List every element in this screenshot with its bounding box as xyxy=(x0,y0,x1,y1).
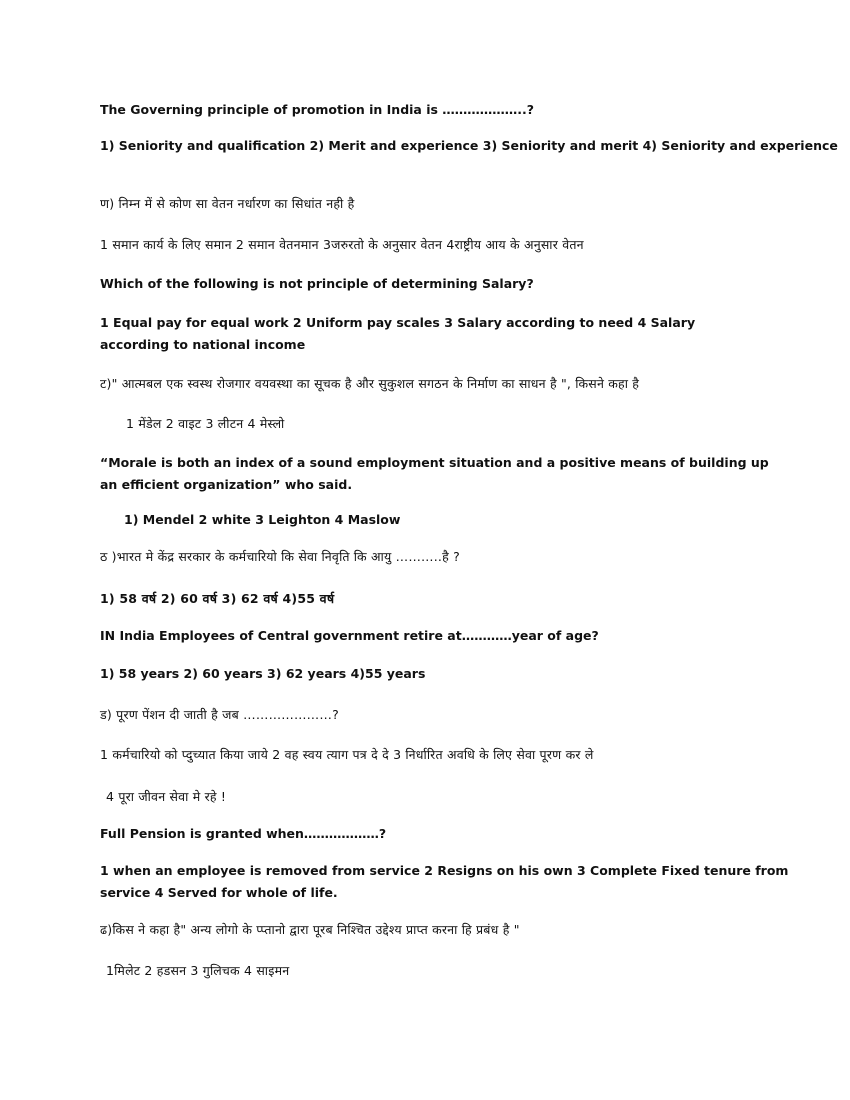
q3-options-hi: 1 मेंडेल 2 वाइट 3 लीटन 4 मेस्लो xyxy=(126,416,285,431)
q3-question-hi: ट)" आत्मबल एक स्वस्थ रोजगार वयवस्था का सूचक है और सुकुशल सगठन के निर्माण का साधन है ", किसने कहा है xyxy=(100,376,640,391)
q6-question-hi: ढ)किस ने कहा है" अन्य लोगो के प्प्तानो द्वारा पूरब निश्चित उद्देश्य प्राप्त करना हि प्रबंध है " xyxy=(100,922,520,937)
q1-question-en: The Governing principle of promotion in India is ………………..? xyxy=(100,102,535,117)
q5-options-hi: 1 कर्मचारियो को प्दुच्यात किया जाये 2 वह स्वय त्याग पत्र दे दे 3 निर्धारित अवधि के लिए सेवा पूरण कर ले xyxy=(100,747,594,762)
q6-options-hi: 1मिलेट 2 हडसन 3 गुलिचक 4 साइमन xyxy=(106,963,290,978)
q4-question-en: IN India Employees of Central government retire at…………year of age? xyxy=(100,628,599,643)
q5-options-en: 1 when an employee is removed from service 2 Resigns on his own 3 Complete Fixed tenure from service 4 Served for whole of life. xyxy=(100,863,789,900)
q3-options-en: 1) Mendel 2 white 3 Leighton 4 Maslow xyxy=(124,512,401,527)
q1-options-en: 1) Seniority and qualification 2) Merit and experience 3) Seniority and merit 4) Seniority and experience xyxy=(100,138,838,153)
q2-question-hi: ण) निम्न में से कोण सा वेतन नर्धारण का सिधांत नही है xyxy=(100,196,355,211)
q5-question-hi: ड) पूरण पेंशन दी जाती है जब …………………? xyxy=(100,707,339,722)
q5-question-en: Full Pension is granted when………………? xyxy=(100,826,387,841)
q4-question-hi: ठ )भारत मे केंद्र सरकार के कर्मचारियो कि सेवा निवृति कि आयु ………..है ? xyxy=(100,549,460,564)
q4-options-hi: 1) 58 वर्ष 2) 60 वर्ष 3) 62 वर्ष 4)55 वर्ष xyxy=(100,591,335,606)
q5-options-hi-cont: 4 पूरा जीवन सेवा मे रहे ! xyxy=(106,789,227,804)
q2-question-en: Which of the following is not principle of determining Salary? xyxy=(100,276,534,291)
q2-options-en: 1 Equal pay for equal work 2 Uniform pay scales 3 Salary according to need 4 Salary according to national income xyxy=(100,315,696,352)
q3-question-en: “Morale is both an index of a sound employment situation and a positive means of building up an efficient organization” who said. xyxy=(100,455,769,492)
q4-options-en: 1) 58 years 2) 60 years 3) 62 years 4)55 years xyxy=(100,666,426,681)
q2-options-hi: 1 समान कार्य के लिए समान 2 समान वेतनमान 3जरुरतो के अनुसार वेतन 4राष्ट्रीय आय के अनुसार वेतन xyxy=(100,237,584,252)
